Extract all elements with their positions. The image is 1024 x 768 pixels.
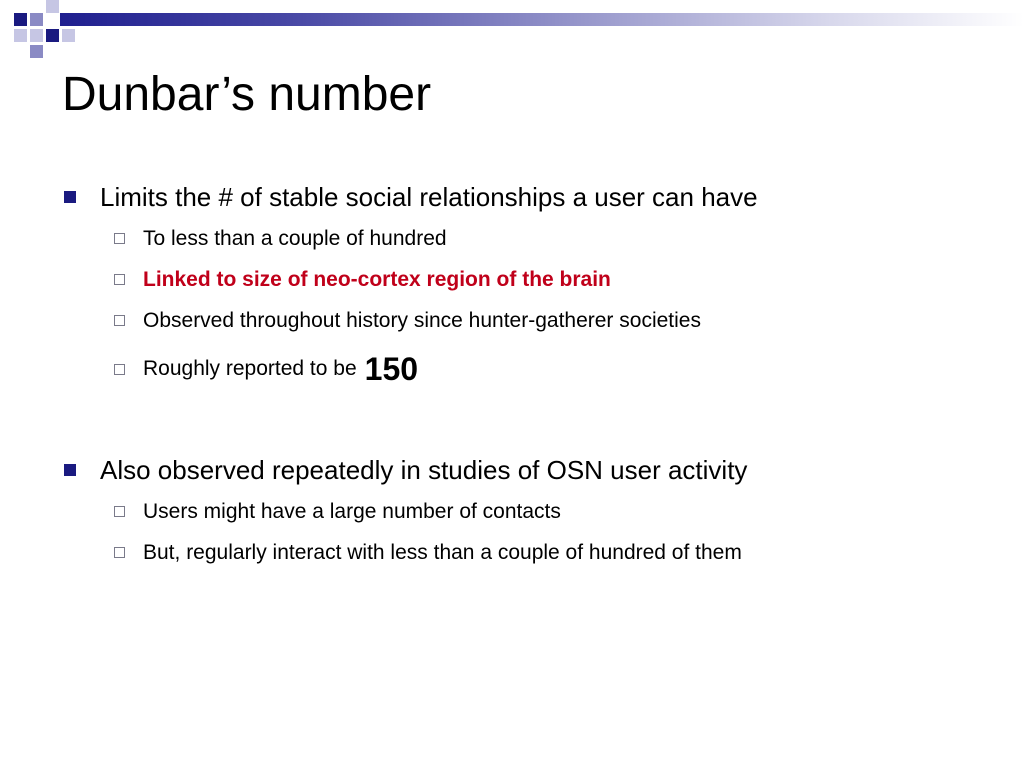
decor-square xyxy=(30,13,43,26)
decor-square xyxy=(62,29,75,42)
decor-square xyxy=(14,29,27,42)
sub-bullet-text-highlighted: Linked to size of neo-cortex region of the brain xyxy=(143,268,611,291)
sub-bullet-item xyxy=(114,218,1002,259)
decor-square xyxy=(14,13,27,26)
decor-square xyxy=(46,0,59,13)
sub-bullet-text: To less than a couple of hundred xyxy=(143,227,447,250)
sub-bullet-item xyxy=(114,259,1002,300)
hollow-square-bullet-icon xyxy=(114,274,125,285)
hollow-square-bullet-icon xyxy=(114,506,125,517)
sub-bullet-text: Roughly reported to be xyxy=(143,357,357,380)
square-bullet-icon xyxy=(64,191,76,203)
sub-bullet-text: Observed throughout history since hunter-gatherer societies xyxy=(143,309,701,332)
header-gradient-bar xyxy=(60,13,1024,26)
sub-bullet-text: But, regularly interact with less than a couple of hundred of them xyxy=(143,541,742,564)
bullet-item xyxy=(62,449,1002,491)
sub-bullet-item xyxy=(114,300,1002,341)
spacer xyxy=(62,397,1002,449)
slide-title: Dunbar’s number xyxy=(62,68,432,121)
bullet-text: Also observed repeatedly in studies of OSN user activity xyxy=(100,455,748,485)
square-bullet-icon xyxy=(64,464,76,476)
hollow-square-bullet-icon xyxy=(114,547,125,558)
sub-bullet-item xyxy=(114,532,1002,573)
sub-bullet-item xyxy=(114,491,1002,532)
decor-square xyxy=(30,29,43,42)
emphasized-number: 150 xyxy=(364,351,419,387)
bullet-text: Limits the # of stable social relationships a user can have xyxy=(100,182,758,212)
hollow-square-bullet-icon xyxy=(114,315,125,326)
decor-square xyxy=(46,29,59,42)
hollow-square-bullet-icon xyxy=(114,364,125,375)
hollow-square-bullet-icon xyxy=(114,233,125,244)
sub-bullet-item xyxy=(114,341,1002,397)
sub-bullet-text: Users might have a large number of contacts xyxy=(143,500,561,523)
bullet-list xyxy=(62,176,1002,573)
bullet-item xyxy=(62,176,1002,218)
decor-square xyxy=(30,45,43,58)
